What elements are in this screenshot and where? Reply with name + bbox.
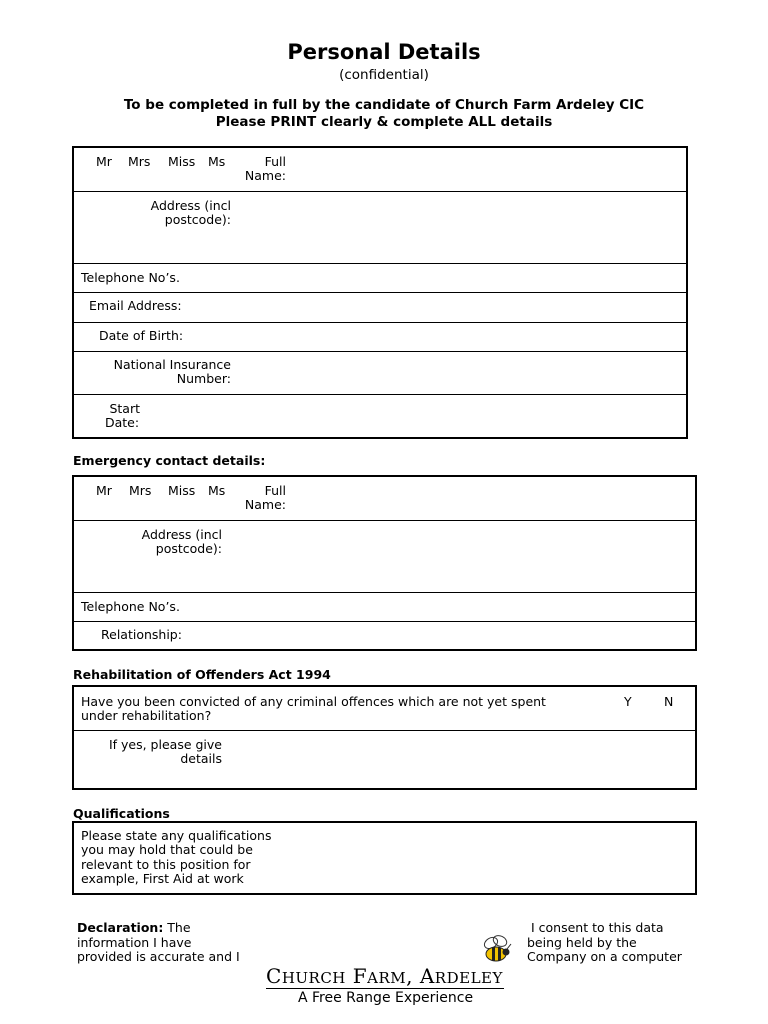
relationship-label: Relationship: xyxy=(101,626,182,642)
ni-label-2: Number: xyxy=(176,370,231,386)
logo-name-a: , A xyxy=(406,964,435,988)
logo-name-f: F xyxy=(345,964,368,988)
consent-line-3: Company on a computer xyxy=(527,949,682,964)
qualifications-text-1: Please state any qualifications xyxy=(81,828,272,843)
logo-tagline: A Free Range Experience xyxy=(298,990,474,1006)
emergency-telephone-row[interactable] xyxy=(73,592,696,621)
address-label-2: postcode): xyxy=(164,211,231,227)
qualifications-text-4: example, First Aid at work xyxy=(81,871,244,886)
declaration-line-1: The xyxy=(163,920,191,935)
bee-icon xyxy=(478,932,518,968)
church-farm-logo xyxy=(262,930,517,1010)
page-title: Personal Details xyxy=(287,40,481,64)
start-label-1: Start xyxy=(109,400,140,416)
logo-name-c: C xyxy=(266,964,282,988)
logo-name-hurch: HURCH xyxy=(281,969,346,987)
answer-yes[interactable]: Y xyxy=(624,694,632,709)
qualifications-table xyxy=(72,821,697,895)
emergency-address-row[interactable] xyxy=(73,520,696,592)
conviction-question-1: Have you been convicted of any criminal offences which are not yet spent xyxy=(81,694,546,709)
ni-label-1: National Insurance xyxy=(113,356,231,372)
declaration-line-2: information I have xyxy=(77,934,192,950)
dob-label: Date of Birth: xyxy=(99,327,184,343)
emergency-title-mrs[interactable]: Mrs xyxy=(129,483,152,498)
logo-name-arm: ARM xyxy=(367,969,407,987)
telephone-row[interactable] xyxy=(73,263,687,292)
emergency-title-ms[interactable]: Ms xyxy=(208,483,226,498)
conviction-details-row[interactable] xyxy=(73,730,696,789)
title-mr[interactable]: Mr xyxy=(96,154,112,169)
qualifications-text-3: relevant to this position for xyxy=(81,857,251,872)
declaration-bold: Declaration: xyxy=(77,920,164,935)
email-label: Email Address: xyxy=(89,297,182,313)
emergency-heading: Emergency contact details: xyxy=(73,453,266,468)
email-row[interactable] xyxy=(73,292,687,322)
dob-row[interactable] xyxy=(73,322,687,351)
title-ms[interactable]: Ms xyxy=(208,154,226,169)
rehab-heading: Rehabilitation of Offenders Act 1994 xyxy=(73,667,331,682)
conviction-question-row xyxy=(73,686,696,730)
emergency-title-mr[interactable]: Mr xyxy=(96,483,112,498)
ni-row[interactable] xyxy=(73,351,687,394)
relationship-row[interactable] xyxy=(73,621,696,650)
emergency-contact-table xyxy=(72,475,697,651)
instruction-line-1: To be completed in full by the candidate of Church Farm Ardeley CIC xyxy=(123,97,645,113)
consent-line-2: being held by the xyxy=(527,934,637,950)
start-label-2: Date: xyxy=(105,414,140,430)
consent-line-1: I consent to this data xyxy=(531,920,664,935)
emergency-full-name-label-2: Name: xyxy=(244,497,286,512)
start-date-row[interactable] xyxy=(73,394,687,438)
logo-name-rdeley: RDELEY xyxy=(434,969,503,987)
answer-no[interactable]: N xyxy=(664,694,674,709)
full-name-label-2: Name: xyxy=(244,168,286,183)
emergency-title-miss[interactable]: Miss xyxy=(168,483,196,498)
title-miss[interactable]: Miss xyxy=(168,154,196,169)
rehab-table xyxy=(72,685,697,790)
consent-text xyxy=(527,921,682,965)
declaration-line-3: provided is accurate and I xyxy=(77,949,240,964)
address-label-1: Address (incl xyxy=(150,197,231,213)
details-label-1: If yes, please give xyxy=(108,736,222,752)
qualifications-text-2: you may hold that could be xyxy=(81,842,253,857)
details-label-2: details xyxy=(180,750,222,766)
emergency-address-label-2: postcode): xyxy=(155,540,222,556)
logo-rule xyxy=(266,988,504,989)
full-name-label-1: Full xyxy=(264,154,286,169)
conviction-question-2: under rehabilitation? xyxy=(81,708,212,723)
emergency-full-name-label-1: Full xyxy=(264,483,286,498)
qualifications-heading: Qualifications xyxy=(73,806,170,821)
title-mrs[interactable]: Mrs xyxy=(128,154,151,169)
emergency-address-label-1: Address (incl xyxy=(141,526,222,542)
personal-details-table xyxy=(72,146,688,439)
telephone-label: Telephone No’s. xyxy=(81,269,180,285)
address-row[interactable] xyxy=(73,191,687,263)
qualifications-row[interactable] xyxy=(73,822,696,894)
name-row[interactable] xyxy=(73,147,687,191)
logo-name xyxy=(266,964,503,988)
page-subtitle: (confidential) xyxy=(339,67,429,83)
emergency-telephone-label: Telephone No’s. xyxy=(81,598,180,614)
instruction-line-2: Please PRINT clearly & complete ALL details xyxy=(215,114,553,130)
declaration-text xyxy=(77,921,240,965)
emergency-name-row[interactable] xyxy=(73,476,696,520)
